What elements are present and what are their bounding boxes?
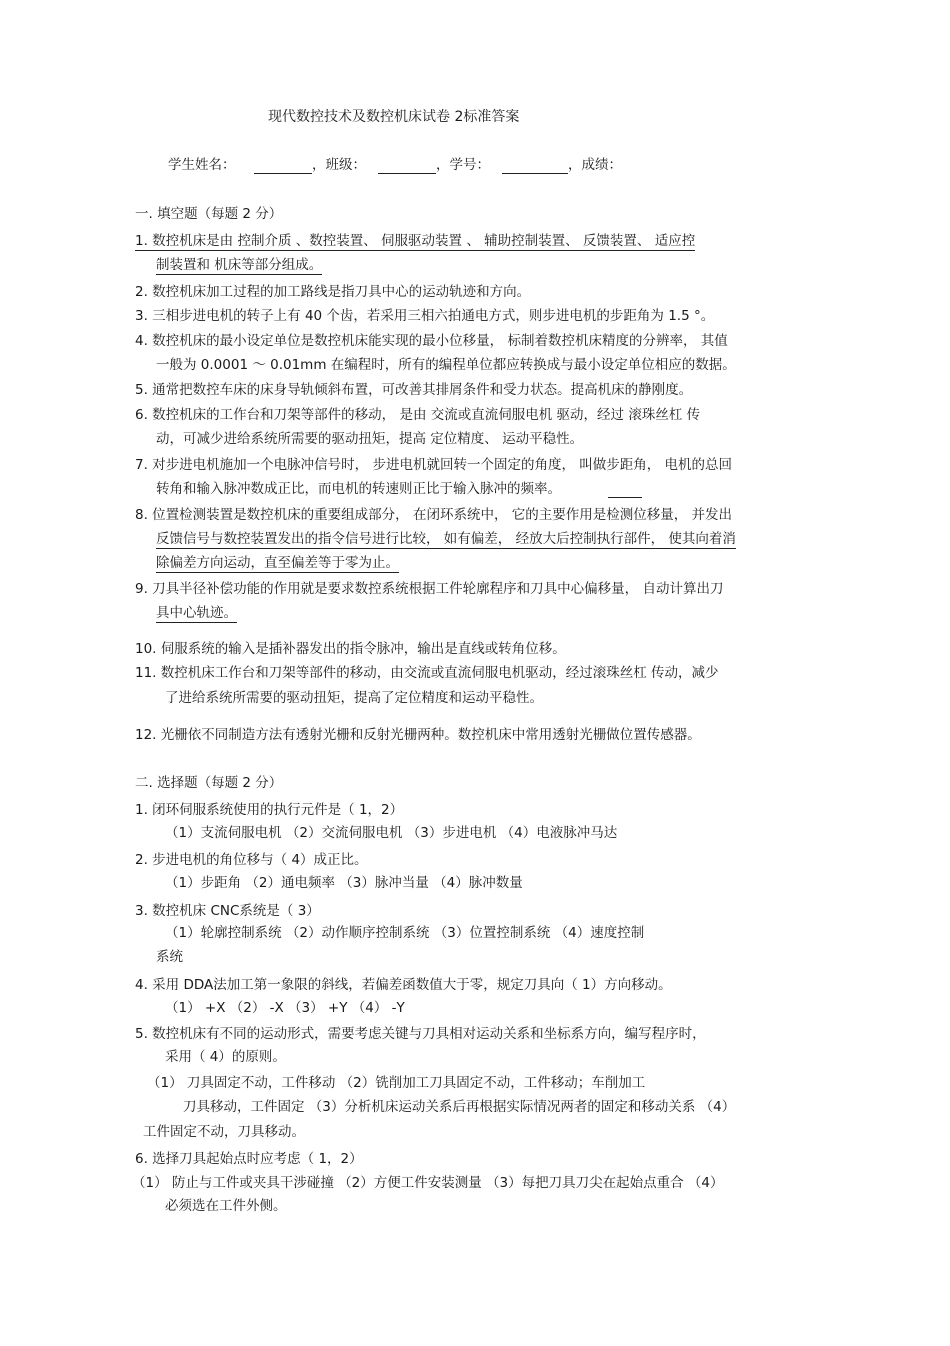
q7-blank	[608, 480, 642, 498]
class-label: ，班级：	[312, 157, 366, 173]
q11-line-a: 11. 数控机床工作台和刀架等部件的移动，由交流或直流伺服电机驱动，经过滚珠丝杠 传动，减少	[135, 665, 719, 681]
c4-options: （1） +X （2） -X （3） +Y （4） -Y	[165, 1000, 405, 1016]
q9-line-b: 具中心轨迹。	[156, 605, 237, 621]
q9-line-a: 9. 刀具半径补偿功能的作用就是要求数控系统根据工件轮廓程序和刀具中心偏移量， 自动计算出刀	[135, 581, 724, 597]
c3-options: （1）轮廓控制系统 （2）动作顺序控制系统 （3）位置控制系统 （4）速度控制	[165, 925, 645, 941]
q4-line-a: 4. 数控机床的最小设定单位是数控机床能实现的最小位移量， 标制着数控机床精度的分辨率， 其值	[135, 333, 728, 349]
score-label: ，成绩：	[568, 157, 622, 173]
c5-cont: 采用（ 4）的原则。	[165, 1049, 286, 1065]
q6-line-b: 动，可减少进给系统所需要的驱动扭矩，提高 定位精度、 运动平稳性。	[156, 431, 584, 447]
q11-line-b: 了进给系统所需要的驱动扭矩，提高了定位精度和运动平稳性。	[165, 690, 543, 706]
q5: 5. 通常把数控车床的床身导轨倾斜布置，可改善其排屑条件和受力状态。提高机床的静刚度。	[135, 382, 693, 398]
c3: 3. 数控机床 CNC系统是（ 3）	[135, 903, 320, 919]
c2: 2. 步进电机的角位移与（ 4）成正比。	[135, 852, 368, 868]
q12: 12. 光栅依不同制造方法有透射光栅和反射光栅两种。数控机床中常用透射光栅做位置传感器。	[135, 727, 701, 743]
c1: 1. 闭环伺服系统使用的执行元件是（ 1，2）	[135, 802, 404, 818]
q8-line-c: 除偏差方向运动，直至偏差等于零为止。	[156, 555, 399, 571]
c3-options-cont: 系统	[156, 949, 183, 965]
q3: 3. 三相步进电机的转子上有 40 个齿，若采用三相六拍通电方式，则步进电机的步距角为 1.5 °。	[135, 308, 715, 324]
q7-line-b: 转角和输入脉冲数成正比，而电机的转速则正比于输入脉冲的频率。	[156, 481, 561, 497]
section-1-heading: 一. 填空题（每题 2 分）	[135, 206, 283, 222]
id-label: ，学号：	[436, 157, 490, 173]
c6: 6. 选择刀具起始点时应考虑（ 1，2）	[135, 1151, 363, 1167]
q7-line-a: 7. 对步进电机施加一个电脉冲信号时， 步进电机就回转一个固定的角度， 叫做步距角， 电机的总回	[135, 457, 733, 473]
class-blank	[378, 156, 436, 174]
q8-line-a: 8. 位置检测装置是数控机床的重要组成部分， 在闭环系统中， 它的主要作用是检测位移量， 并发出	[135, 507, 733, 523]
q1-line-b: 制装置和 机床等部分组成。	[156, 257, 323, 273]
c1-options: （1）支流伺服电机 （2）交流伺服电机 （3）步进电机 （4）电液脉冲马达	[165, 825, 618, 841]
c5: 5. 数控机床有不同的运动形式，需要考虑关键与刀具相对运动关系和坐标系方向，编写程序时，	[135, 1026, 706, 1042]
c2-options: （1）步距角 （2）通电频率 （3）脉冲当量 （4）脉冲数量	[165, 875, 523, 891]
section-2-heading: 二. 选择题（每题 2 分）	[135, 775, 283, 791]
name-label: 学生姓名：	[168, 157, 236, 173]
id-blank	[502, 156, 568, 174]
page-title: 现代数控技术及数控机床试卷 2标准答案	[268, 109, 520, 125]
q4-line-b: 一般为 0.0001 ～ 0.01mm 在编程时，所有的编程单位都应转换成与最小设定单位相应的数据。	[156, 357, 736, 373]
c6-options-cont: 必须选在工件外侧。	[165, 1198, 287, 1214]
q2: 2. 数控机床加工过程的加工路线是指刀具中心的运动轨迹和方向。	[135, 284, 531, 300]
q8-line-b: 反馈信号与数控装置发出的指令信号进行比较， 如有偏差， 经放大后控制执行部件， 使其向着消	[156, 531, 736, 547]
q10: 10. 伺服系统的输入是插补器发出的指令脉冲，输出是直线或转角位移。	[135, 641, 566, 657]
c5-option-1: （1） 刀具固定不动，工件移动 （2）铣削加工刀具固定不动，工件移动；车削加工	[147, 1075, 646, 1091]
c6-options: （1） 防止与工件或夹具干涉碰撞 （2）方便工件安装测量 （3）每把刀具刀尖在起始点重合 （4）	[132, 1175, 724, 1191]
q6-line-a: 6. 数控机床的工作台和刀架等部件的移动， 是由 交流或直流伺服电机 驱动，经过 滚珠丝杠 传	[135, 407, 701, 423]
c5-option-2: 刀具移动，工件固定 （3）分析机床运动关系后再根据实际情况两者的固定和移动关系 （4）	[183, 1099, 736, 1115]
name-blank	[254, 156, 312, 174]
c4: 4. 采用 DDA法加工第一象限的斜线，若偏差函数值大于零，规定刀具向（ 1）方向移动。	[135, 977, 672, 993]
q1-line-a: 1. 数控机床是由 控制介质 、数控装置、 伺服驱动装置 、 辅助控制装置、 反馈装置、 适应控	[135, 233, 696, 249]
c5-option-3: 工件固定不动，刀具移动。	[143, 1124, 305, 1140]
